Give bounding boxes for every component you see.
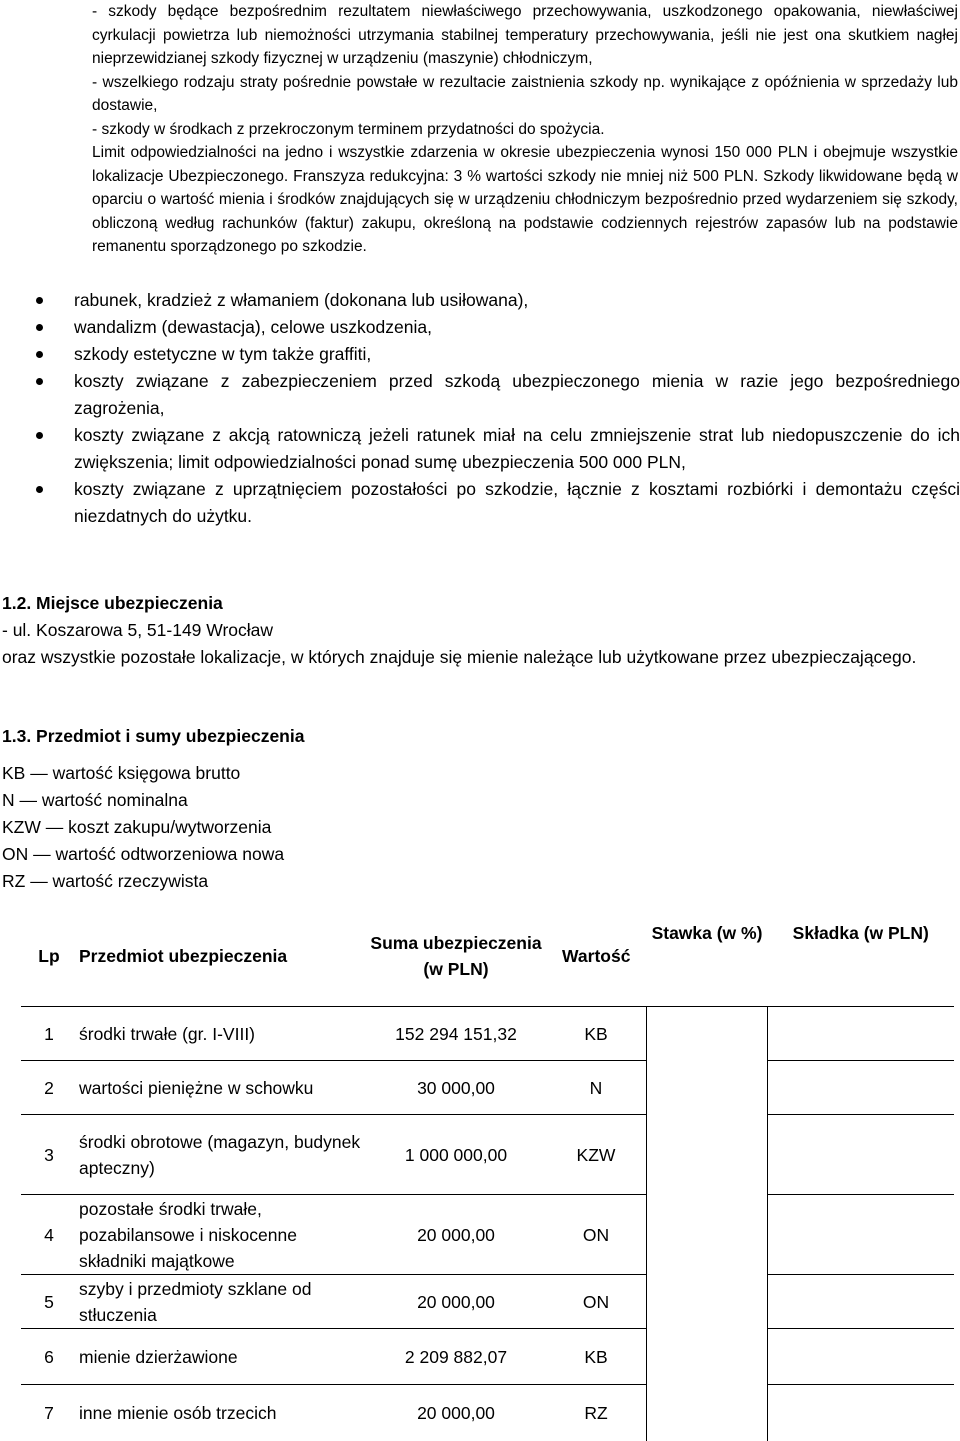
cell-rate <box>647 1007 768 1441</box>
bullet-icon <box>36 351 43 358</box>
cell-lp: 2 <box>21 1061 77 1115</box>
header-subject: Przedmiot ubezpieczenia <box>79 946 288 966</box>
cell-subject: mienie dzierżawione <box>77 1329 366 1385</box>
bullet-item: koszty związane z uprzątnięciem pozostałości po szkodzie, łącznie z kosztami rozbiórki i demontażu części niezdatnych do użytku. <box>30 476 960 530</box>
cell-sum: 20 000,00 <box>366 1195 546 1275</box>
cell-premium <box>768 1195 955 1275</box>
table-row <box>21 1007 954 1061</box>
section-location <box>2 590 958 671</box>
cell-subject: środki obrotowe (magazyn, budynek apteczny) <box>77 1115 366 1195</box>
bullet-icon <box>36 378 43 385</box>
cell-value: KB <box>546 1329 647 1385</box>
legend-item: KZW — koszt zakupu/wytworzenia <box>2 817 272 837</box>
header-rate: Stawka (w %) <box>651 923 763 943</box>
cell-premium <box>768 1007 955 1061</box>
cell-sum: 1 000 000,00 <box>366 1115 546 1195</box>
cell-sum: 152 294 151,32 <box>366 1007 546 1061</box>
section-heading: 1.3. Przedmiot i sumy ubezpieczenia <box>2 726 305 746</box>
table-row <box>21 1329 954 1385</box>
bullet-item: rabunek, kradzież z włamaniem (dokonana lub usiłowana), <box>30 287 960 314</box>
cell-premium <box>768 1275 955 1329</box>
cell-value: KB <box>546 1007 647 1061</box>
cell-lp: 3 <box>21 1115 77 1195</box>
header-premium: Składka (w PLN) <box>792 923 929 943</box>
header-sum: Suma ubezpieczenia (w PLN) <box>370 933 542 979</box>
cell-value: RZ <box>546 1385 647 1441</box>
bullet-item: koszty związane z akcją ratowniczą jeżeli ratunek miał na celu zmniejszenie strat lub niedopuszczenie do ich zwiększenia; limit odpowiedzialności ponad sumę ubezpieczenia 500 000 PLN, <box>30 422 960 476</box>
exclusion-line: - wszelkiego rodzaju straty pośrednie powstałe w rezultacie zaistnienia szkody np. wynikające z opóźnienia w sprzedaży lub dostawie, <box>92 73 958 114</box>
section-subject <box>2 723 958 895</box>
cell-subject: inne mienie osób trzecich <box>77 1385 366 1441</box>
cell-premium <box>768 1115 955 1195</box>
bullet-icon <box>36 486 43 493</box>
table-row <box>21 1115 954 1195</box>
insurance-table <box>21 906 954 1441</box>
limit-paragraph: Limit odpowiedzialności na jedno i wszystkie zdarzenia w okresie ubezpieczenia wynosi 150 000 PLN i obejmuje wszystkie lokalizacje Ubezpieczonego. Franszyza redukcyjna: 3 % wartości szkody nie mniej niż 500 PLN. Szkody likwidowane będą w oparciu o wartość mienia i środków znajdujących się w urządzeniu chłodniczym bezpośrednio przed wydarzeniem się szkody, obliczoną według rachunków (faktur) zakupu, określoną na podstawie codziennych rejestrów zapasów lub na podstawie remanentu sporządzonego po szkodzie. <box>92 144 958 255</box>
cell-premium <box>768 1385 955 1441</box>
cell-lp: 5 <box>21 1275 77 1329</box>
bullet-icon <box>36 432 43 439</box>
bullet-item: wandalizm (dewastacja), celowe uszkodzenia, <box>30 314 960 341</box>
cell-subject: pozostałe środki trwałe, pozabilansowe i niskocenne składniki majątkowe <box>77 1195 366 1275</box>
cell-value: ON <box>546 1195 647 1275</box>
bullet-icon <box>36 297 43 304</box>
table-header-row <box>21 906 954 1007</box>
cell-sum: 20 000,00 <box>366 1275 546 1329</box>
bullet-item: koszty związane z zabezpieczeniem przed szkodą ubezpieczonego mienia w razie jego bezpośredniego zagrożenia, <box>30 368 960 422</box>
table-row <box>21 1195 954 1275</box>
table-row <box>21 1061 954 1115</box>
bullet-item: szkody estetyczne w tym także graffiti, <box>30 341 960 368</box>
header-value: Wartość <box>562 946 631 966</box>
cell-lp: 1 <box>21 1007 77 1061</box>
cell-sum: 20 000,00 <box>366 1385 546 1441</box>
bullet-icon <box>36 324 43 331</box>
exclusion-line: - szkody będące bezpośrednim rezultatem niewłaściwego przechowywania, uszkodzonego opakowania, niewłaściwej cyrkulacji powietrza lub niemożności utrzymania stabilnej temperatury przechowywania, jeśli nie jest ona skutkiem nagłej nieprzewidzianej szkody fizycznej w urządzeniu (maszynie) chłodniczym, <box>92 3 958 67</box>
cell-value: ON <box>546 1275 647 1329</box>
legend-item: KB — wartość księgowa brutto <box>2 763 241 783</box>
legend-item: N — wartość nominalna <box>2 790 188 810</box>
cell-sum: 2 209 882,07 <box>366 1329 546 1385</box>
legend-item: RZ — wartość rzeczywista <box>2 871 209 891</box>
exclusions-block <box>92 0 958 259</box>
cell-sum: 30 000,00 <box>366 1061 546 1115</box>
table-row <box>21 1275 954 1329</box>
section-heading: 1.2. Miejsce ubezpieczenia <box>2 593 223 613</box>
header-lp: Lp <box>38 946 60 966</box>
cell-value: KZW <box>546 1115 647 1195</box>
cell-premium <box>768 1061 955 1115</box>
cell-lp: 4 <box>21 1195 77 1275</box>
cell-subject: środki trwałe (gr. I-VIII) <box>77 1007 366 1061</box>
cell-premium <box>768 1329 955 1385</box>
cell-lp: 7 <box>21 1385 77 1441</box>
location-note: oraz wszystkie pozostałe lokalizacje, w których znajduje się mienie należące lub użytkowane przez ubezpieczającego. <box>2 647 917 667</box>
table-row <box>21 1385 954 1441</box>
legend-item: ON — wartość odtworzeniowa nowa <box>2 844 285 864</box>
exclusion-line: - szkody w środkach z przekroczonym terminem przydatności do spożycia. <box>92 120 605 138</box>
cell-value: N <box>546 1061 647 1115</box>
coverage-bullet-list <box>30 287 960 530</box>
cell-subject: szyby i przedmioty szklane od stłuczenia <box>77 1275 366 1329</box>
cell-lp: 6 <box>21 1329 77 1385</box>
cell-subject: wartości pieniężne w schowku <box>77 1061 366 1115</box>
location-address: - ul. Koszarowa 5, 51-149 Wrocław <box>2 620 274 640</box>
